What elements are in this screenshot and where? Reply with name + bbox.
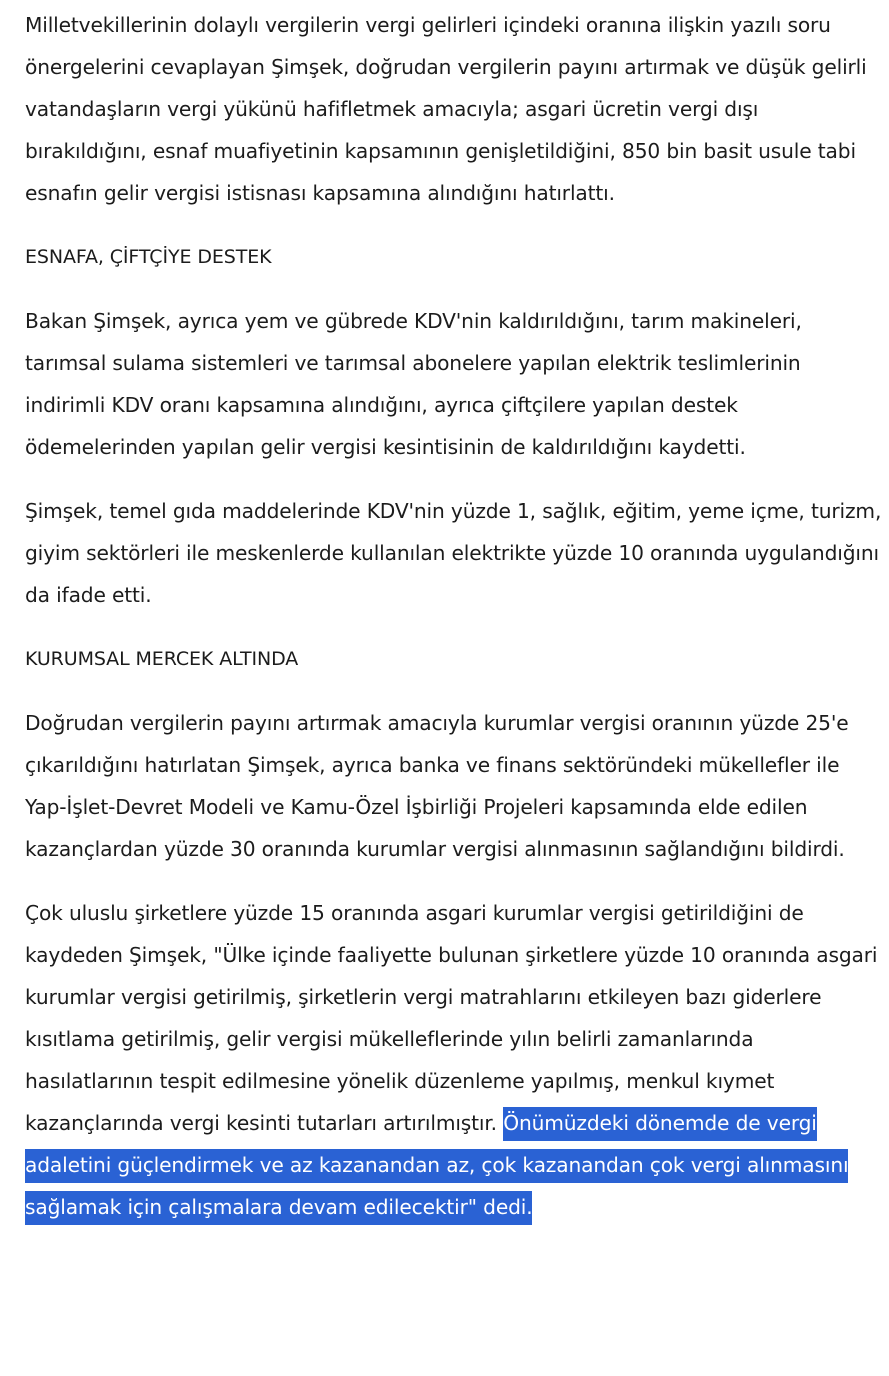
paragraph-dolayli-vergiler: Milletvekillerinin dolaylı vergilerin vergi gelirleri içindeki oranına ilişkin yazılı soru önergelerini cevaplayan Şimşek, doğrudan vergilerin payını artırmak ve düşük gelirli vatandaşların vergi yükünü hafifletmek amacıyla; asgari ücretin vergi dışı bırakıldığını, esnaf muafiyetinin kapsamının genişletildiğini, 850 bin basit usule tabi esnafın gelir vergisi istisnası kapsamına alındığını hatırlattı. bbox=[25, 13, 867, 205]
paragraph-tarim-kdv: Bakan Şimşek, ayrıca yem ve gübrede KDV'nin kaldırıldığını, tarım makineleri, tarımsal sulama sistemleri ve tarımsal abonelere yapılan elektrik teslimlerinin indirimli KDV oranı kapsamına alındığını, ayrıca çiftçilere yapılan destek ödemelerinden yapılan gelir vergisi kesintisinin de kaldırıldığını kaydetti. bbox=[25, 309, 802, 459]
paragraph-kdv-oranlari: Şimşek, temel gıda maddelerinde KDV'nin yüzde 1, sağlık, eğitim, yeme içme, turizm, giyim sektörleri ile meskenlerde kullanılan elektrikte yüzde 10 oranında uygulandığını da ifade etti. bbox=[25, 499, 882, 607]
paragraph-asgari-kurumlar-vergisi bbox=[25, 892, 883, 1228]
paragraph-kurumlar-vergisi: Doğrudan vergilerin payını artırmak amacıyla kurumlar vergisi oranının yüzde 25'e çıkarıldığını hatırlatan Şimşek, ayrıca banka ve finans sektöründeki mükellefler ile Yap-İşlet-Devret Modeli ve Kamu-Özel İşbirliği Projeleri kapsamında elde edilen kazançlardan yüzde 30 oranında kurumlar vergisi alınmasının sağlandığını bildirdi. bbox=[25, 711, 849, 861]
section-heading-esnafa-ciftciye-destek: ESNAFA, ÇİFTÇİYE DESTEK bbox=[25, 246, 272, 268]
article-body bbox=[25, 4, 883, 1250]
section-heading-kurumsal-mercek-altinda: KURUMSAL MERCEK ALTINDA bbox=[25, 648, 299, 670]
paragraph-quote-text: Çok uluslu şirketlere yüzde 15 oranında asgari kurumlar vergisi getirildiğini de kaydeden Şimşek, "Ülke içinde faaliyette bulunan şirketlere yüzde 10 oranında asgari kurumlar vergisi getirilmiş, şirketlerin vergi matrahlarını etkileyen bazı giderlere kısıtlama getirilmiş, gelir vergisi mükelleflerinde yılın belirli zamanlarında hasılatlarının tespit edilmesine yönelik düzenleme yapılmış, menkul kıymet kazançlarında vergi kesinti tutarları artırılmıştır. bbox=[25, 901, 878, 1135]
selected-text-highlight[interactable]: Önümüzdeki dönemde de vergi adaletini güçlendirmek ve az kazanandan az, çok kazanandan çok vergi alınmasını sağlamak için çalışmalara devam edilecektir" dedi. bbox=[25, 1107, 848, 1225]
